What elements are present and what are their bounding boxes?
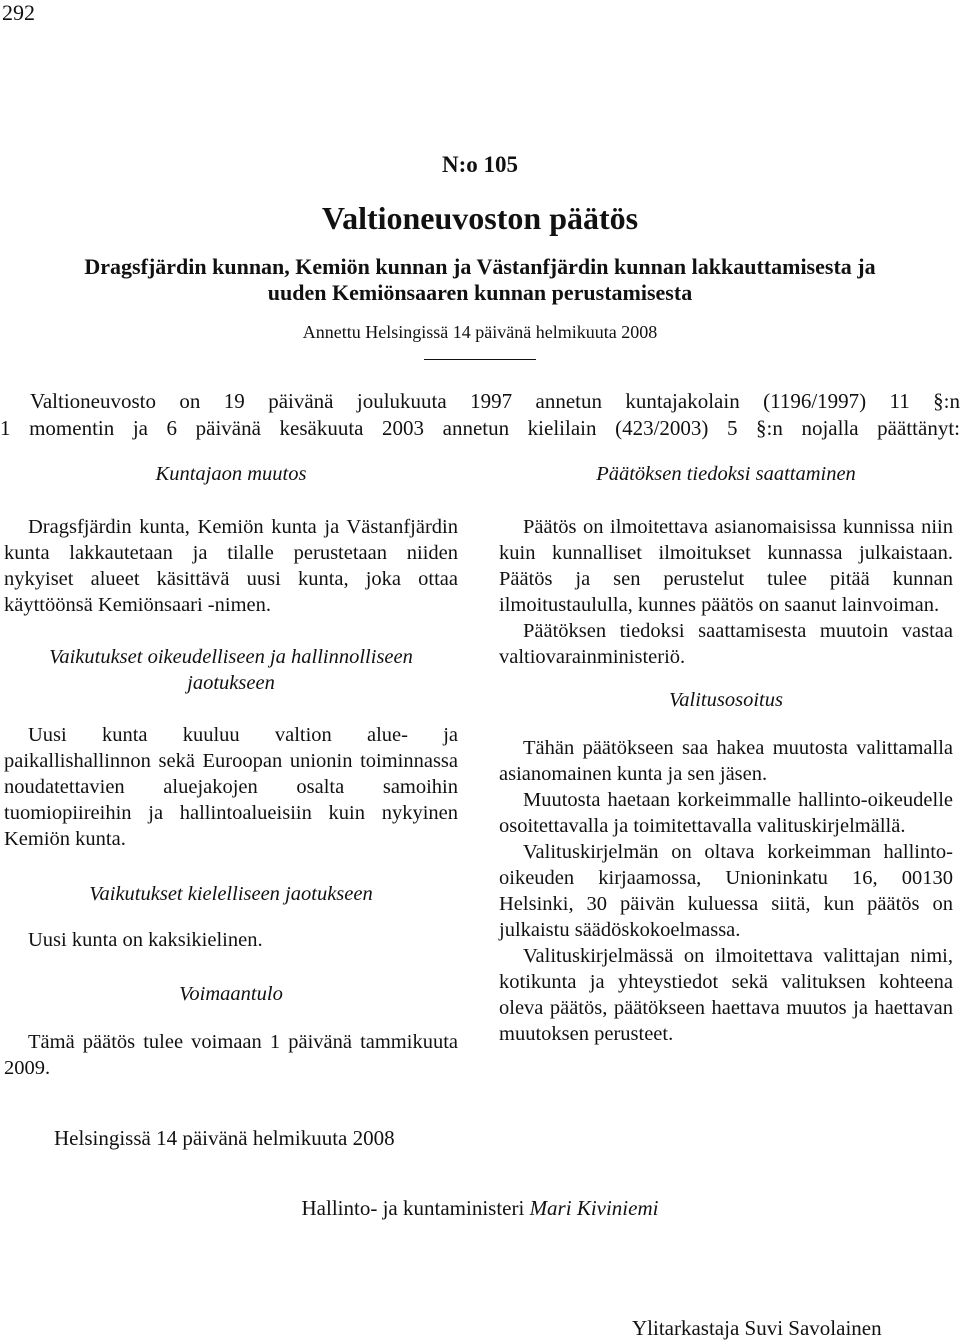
left-column — [4, 461, 458, 1081]
section-heading: Vaikutukset kielelliseen jaotukseen — [89, 883, 373, 905]
minister-signature — [0, 1196, 960, 1221]
paragraph: Tähän päätökseen saa hakea muutosta valittamalla asianomainen kunta ja sen jäsen. — [499, 737, 953, 785]
document-subject — [0, 254, 960, 306]
issued-date-line: Annettu Helsingissä 14 päivänä helmikuuta 2008 — [302, 322, 658, 342]
preamble-line: 1 momentin ja 6 päivänä kesäkuuta 2003 annetun kielilain (423/2003) 5 §:n nojalla päättänyt: — [0, 416, 960, 440]
section-heading: Päätöksen tiedoksi saattaminen — [596, 463, 856, 485]
place-date: Helsingissä 14 päivänä helmikuuta 2008 — [54, 1126, 395, 1150]
paragraph: Tämä päätös tulee voimaan 1 päivänä tammikuuta 2009. — [4, 1031, 458, 1079]
paragraph: Muutosta haetaan korkeimmalle hallinto-oikeudelle osoitettavalla ja toimitettavalla valituskirjelmällä. — [499, 789, 953, 837]
section-heading: Kuntajaon muutos — [155, 463, 307, 485]
document-title: Valtioneuvoston päätös — [321, 200, 639, 236]
section-heading: Vaikutukset oikeudelliseen ja hallinnolliseen — [49, 646, 413, 668]
document-subject-line: uuden Kemiönsaaren kunnan perustamisesta — [267, 280, 693, 305]
section-heading: Voimaantulo — [179, 983, 283, 1005]
paragraph: Valituskirjelmässä on ilmoitettava valittajan nimi, kotikunta ja yhteystiedot sekä valituksen kohteena oleva päätös, päätökseen haettava muutos ja haettavan muutoksen perusteet. — [499, 945, 953, 1045]
paragraph: Dragsfjärdin kunta, Kemiön kunta ja Västanfjärdin kunta lakkautetaan ja tilalle perustetaan niiden nykyiset alueet käsittävä uusi kunta, joka ottaa käyttöönsä Kemiönsaari -nimen. — [4, 516, 458, 616]
document-subject-line: Dragsfjärdin kunnan, Kemiön kunnan ja Västanfjärdin kunnan lakkauttamisesta ja — [84, 254, 876, 279]
page-number: 292 — [2, 0, 35, 25]
section-heading: Valitusosoitus — [669, 689, 783, 711]
preamble — [0, 388, 960, 442]
separator-rule — [424, 359, 536, 360]
paragraph: Uusi kunta kuuluu valtion alue- ja paikallishallinnon sekä Euroopan unionin toiminnassa noudatettavien aluejakojen osalta samoihin tuomiopiireihin ja hallintoalueisiin kuin nykyinen Kemiön kunta. — [4, 724, 458, 850]
minister-title: Hallinto- ja kuntaministeri — [301, 1196, 525, 1220]
right-column — [499, 461, 953, 1047]
section-heading-continued: jaotukseen — [187, 672, 275, 694]
preamble-line: Valtioneuvosto on 19 päivänä joulukuuta 1997 annetun kuntajakolain (1196/1997) 11 §:n — [30, 389, 960, 413]
inspector-signature: Ylitarkastaja Suvi Savolainen — [632, 1316, 882, 1340]
paragraph: Uusi kunta on kaksikielinen. — [28, 929, 263, 951]
minister-name: Mari Kiviniemi — [529, 1196, 659, 1220]
paragraph: Päätös on ilmoitettava asianomaisissa kunnissa niin kuin kunnalliset ilmoitukset kunnassa julkaistaan. Päätös ja sen perustelut tulee pitää kunnan ilmoitustaululla, kunnes päätös on saanut lainvoiman. — [499, 516, 953, 616]
paragraph: Päätöksen tiedoksi saattamisesta muutoin vastaa valtiovarainministeriö. — [499, 620, 953, 668]
paragraph: Valituskirjelmän on oltava korkeimman hallinto-oikeuden kirjaamossa, Unioninkatu 16, 00130 Helsinki, 30 päivän kuluessa siitä, kun päätös on julkaistu säädöskokoelmassa. — [499, 841, 953, 941]
document-number: N:o 105 — [441, 152, 519, 177]
